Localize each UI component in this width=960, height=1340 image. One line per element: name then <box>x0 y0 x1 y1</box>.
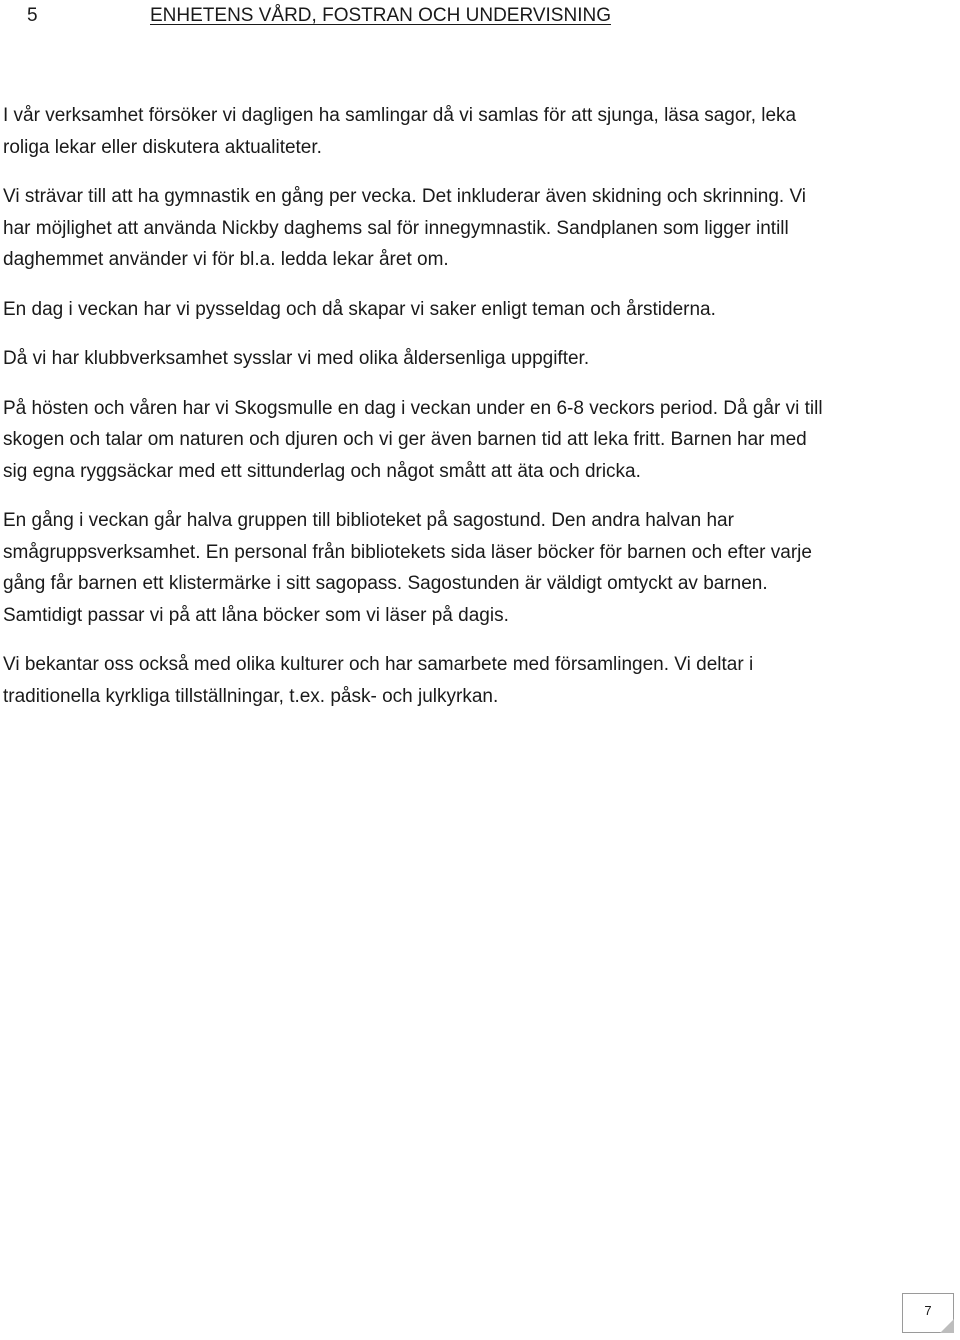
section-number: 5 <box>27 5 38 26</box>
text-line: En gång i veckan går halva gruppen till biblioteket på sagostund. Den andra halvan har <box>3 510 734 531</box>
text-line: traditionella kyrkliga tillställningar, t.ex. påsk- och julkyrkan. <box>3 685 499 707</box>
text-line: På hösten och våren har vi Skogsmulle en dag i veckan under en 6-8 veckors period. Då går vi till <box>3 397 823 419</box>
paragraph-skogsmulle <box>3 393 903 488</box>
text-line: daghemmet använder vi för bl.a. ledda lekar året om. <box>3 249 449 270</box>
paragraph-club-activities <box>3 343 903 375</box>
text-line: Då vi har klubbverksamhet sysslar vi med olika åldersenliga uppgifter. <box>3 348 590 369</box>
text-line: I vår verksamhet försöker vi dagligen ha samlingar då vi samlas för att sjunga, läsa sagor, leka <box>3 105 797 126</box>
text-line: En dag i veckan har vi pysseldag och då skapar vi saker enligt teman och årstiderna. <box>3 298 716 320</box>
section-title: ENHETENS VÅRD, FOSTRAN OCH UNDERVISNING <box>150 5 611 26</box>
page-number: 7 <box>924 1303 932 1318</box>
body-text <box>3 100 903 730</box>
text-line: gång får barnen ett klistermärke i sitt sagopass. Sagostunden är väldigt omtyckt av barnen. <box>3 573 768 594</box>
text-line: har möjlighet att använda Nickby daghems sal för innegymnastik. Sandplanen som ligger intill <box>3 217 789 239</box>
text-line: Vi strävar till att ha gymnastik en gång per vecka. Det inkluderar även skidning och skrinning. Vi <box>3 186 806 207</box>
page-fold-corner <box>940 1319 954 1333</box>
paragraph-daily-gatherings <box>3 100 903 163</box>
text-line: roliga lekar eller diskutera aktualiteter. <box>3 136 322 158</box>
text-line: sig egna ryggsäckar med ett sittunderlag och något smått att äta och dricka. <box>3 460 641 482</box>
text-line: Vi bekantar oss också med olika kulturer och har samarbete med församlingen. Vi deltar i <box>3 654 754 675</box>
page-number-badge <box>902 1293 954 1333</box>
paragraph-cultures <box>3 649 903 712</box>
paragraph-craft-day <box>3 294 903 326</box>
text-line: smågruppsverksamhet. En personal från bibliotekets sida läser böcker för barnen och efter varje <box>3 541 812 563</box>
paragraph-library <box>3 505 903 631</box>
text-line: skogen och talar om naturen och djuren och vi ger även barnen tid att leka fritt. Barnen har med <box>3 429 807 450</box>
paragraph-gymnastics <box>3 181 903 276</box>
text-line: Samtidigt passar vi på att låna böcker som vi läser på dagis. <box>3 604 509 626</box>
